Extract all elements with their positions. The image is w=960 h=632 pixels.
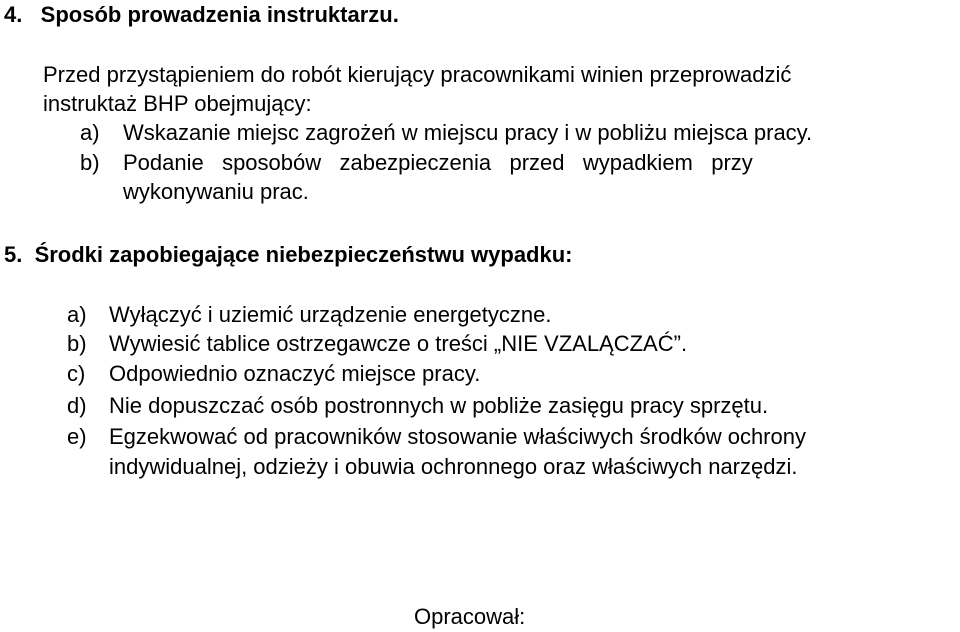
item-text: Podanie sposobów zabezpieczenia przed wypadkiem przy	[123, 150, 753, 175]
item-label: e)	[67, 424, 87, 449]
item-label: a)	[67, 302, 87, 327]
section-4-item-a	[80, 118, 812, 147]
item-label: b)	[80, 150, 100, 175]
section-5-item-e	[67, 422, 806, 451]
section-4-intro-line-2: instruktaż BHP obejmujący:	[43, 91, 312, 116]
item-label: d)	[67, 393, 87, 418]
item-text: Wskazanie miejsc zagrożeń w miejscu pracy i w pobliżu miejsca pracy.	[123, 120, 813, 145]
section-5-item-e-continuation: indywidualnej, odzieży i obuwia ochronnego oraz właściwych narzędzi.	[109, 454, 798, 479]
section-5-item-a	[67, 300, 551, 329]
section-5-item-c	[67, 359, 480, 388]
item-text: Wywiesić tablice ostrzegawcze o treści „NIE VZALĄCZAĆ”.	[109, 331, 688, 356]
section-5-item-d	[67, 391, 768, 420]
section-5-heading: 5. Środki zapobiegające niebezpieczeństwu wypadku:	[4, 242, 573, 267]
item-label: a)	[80, 120, 100, 145]
section-4-item-b	[80, 148, 753, 177]
item-label: b)	[67, 331, 87, 356]
item-text: Odpowiednio oznaczyć miejsce pracy.	[109, 361, 481, 386]
section-5-item-b	[67, 329, 687, 358]
prepared-by-label: Opracował:	[414, 604, 526, 629]
section-4-intro-line-1: Przed przystąpieniem do robót kierujący pracownikami winien przeprowadzić	[43, 62, 792, 87]
item-label: c)	[67, 361, 86, 386]
item-text: Wyłączyć i uziemić urządzenie energetyczne.	[109, 302, 552, 327]
section-4-heading: 4. Sposób prowadzenia instruktarzu.	[4, 2, 399, 27]
item-text: Nie dopuszczać osób postronnych w pobliże zasięgu pracy sprzętu.	[109, 393, 769, 418]
section-4-item-b-continuation: wykonywaniu prac.	[123, 179, 309, 204]
item-text: Egzekwować od pracowników stosowanie właściwych środków ochrony	[109, 424, 806, 449]
